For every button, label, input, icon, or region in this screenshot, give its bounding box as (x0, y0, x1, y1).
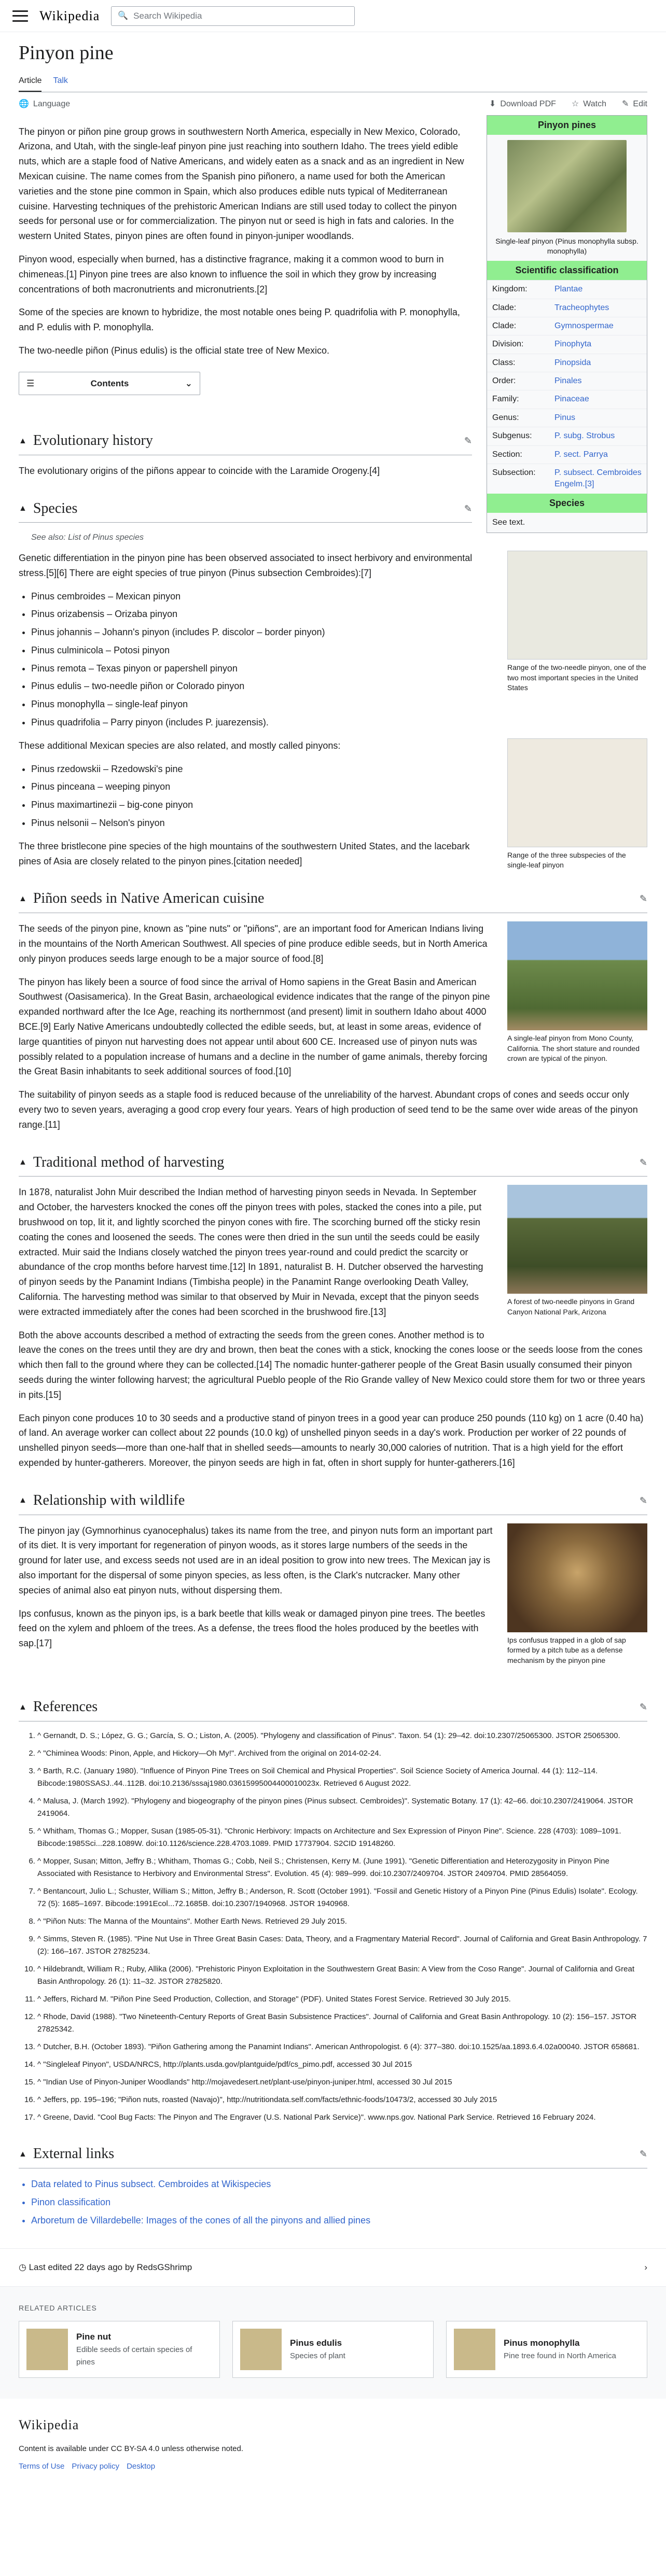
figure-caption: Range of the three subspecies of the single-leaf pinyon (507, 850, 626, 870)
chevron-up-icon: ▲ (19, 504, 27, 513)
language-button[interactable]: 🌐 Language (19, 97, 70, 111)
infobox-species-text: See text. (492, 518, 525, 527)
harvest-paragraph: In 1878, naturalist John Muir described the Indian method of harvesting pinyon seeds in Nevada. In September and October, the harvesters knocked the cones off the pinyon trees with poles, stacked the cones into a pile, put brushwood on top, lit it, and lightly scorched the pinyon cones with fire. The scorching burned off the sticky resin coating the cones and loosened the seeds. The cones were then dried in the sun until the seeds could be easily extracted. Muir said the Indians closely watched the pinyon trees year-round and could predict the scarcity or abundance of the crop months before harvest time.[12] In 1891, naturalist B. H. Dutcher observed the harvesting of pinyon seeds by the Panamint Indians (Timbisha people) in the Panamint Range overlooking Death Valley, California. The harvesting method was similar to that observed by Muir in Nevada, except that the pinyon seeds were extracted immediately after the cones had been scorched in the brushwood fire.[13] (19, 1187, 483, 1317)
pencil-icon[interactable]: ✎ (639, 1495, 647, 1506)
reference-item[interactable]: 9. ^ Simms, Steven R. (1985). "Pine Nut Use in Three Great Basin Cases: Data, Theory, and a Fragmentary Material Record". Journal of California and Great Basin Anthropology. 7 (2): 166–167. JSTOR 27825234. (37, 1933, 647, 1958)
license-text: Content is available under CC BY-SA 4.0 unless otherwise noted. (19, 2444, 244, 2454)
footer-link[interactable]: Privacy policy (72, 2462, 120, 2471)
chevron-up-icon: ▲ (19, 436, 27, 445)
footer-link[interactable]: Terms of Use (19, 2462, 65, 2471)
tree-photo[interactable] (507, 921, 647, 1030)
beetle-photo[interactable] (507, 1523, 647, 1632)
related-articles (0, 2287, 666, 2399)
footer-logo: Wikipedia (19, 2417, 79, 2432)
page-footer (0, 2399, 666, 2504)
harvest-paragraph: Each pinyon cone produces 10 to 30 seeds and a productive stand of pinyon trees in a good year can produce 250 pounds (110 kg) on 1 acre (0.40 ha) of land. An average worker can collect about 22 pounds (10.0 kg) of unshelled pinyon seeds in a day's work. Production per worker of 22 pounds of unshelled pinyon seeds—more than one-half that in shelled seeds—amounts to nearly 30,000 calories of nutrition. That is a high yield for the effort expended by hunter-gatherers. Moreover, the pinyon seeds are high in fat, often in short supply for hunter-gatherers.[16] (19, 1412, 644, 1468)
pencil-icon[interactable]: ✎ (464, 503, 472, 514)
history-icon: ◷ (19, 2262, 26, 2273)
infobox-row (487, 445, 647, 464)
infobox-row (487, 409, 647, 427)
page-title: Pinyon pine (19, 42, 114, 64)
infobox-key: Section: (492, 450, 522, 459)
section-heading-wildlife[interactable]: ▲ Relationship with wildlife ✎ (19, 1489, 647, 1515)
lead-paragraph: Some of the species are known to hybridize, the most notable ones being P. quadrifolia with P. monophylla, and P. edulis with P. monophylla. (19, 307, 460, 333)
range-map-image[interactable] (507, 551, 647, 660)
species-item[interactable]: • Pinus nelsonii – Nelson's pinyon (31, 816, 647, 831)
section-heading-external-links[interactable]: ▲ External links ✎ (19, 2143, 647, 2168)
native-paragraph: The seeds of the pinyon pine, known as "pine nuts" or "piñons", are an important food for American Indians living in the mountains of the North American Southwest. All species of pine produce edible seeds, but in North America only pinyon produces seeds large enough to be a major source of food.[8] (19, 923, 488, 964)
range-map-image[interactable] (507, 738, 647, 847)
contents-toggle[interactable] (19, 372, 200, 395)
download-icon: ⬇ (489, 99, 496, 108)
related-card-text (76, 2330, 212, 2369)
reference-item[interactable]: 5. ^ Whitham, Thomas G.; Mopper, Susan (1985-05-31). "Chronic Herbivory: Impacts on Architecture and Sex Expression of Pinyon Pine". Science. 228 (4703): 1089–1091. Bibcode:1985Sci...228.1089W. doi:10.1126/science.228.4703.1089. PMID 17737904. S2CID 19148260. (37, 1825, 647, 1850)
chevron-up-icon: ▲ (19, 1158, 27, 1167)
infobox-rows (487, 280, 647, 494)
species-item[interactable]: • Pinus remota – Texas pinyon or papershell pinyon (31, 661, 647, 676)
search-icon: 🔍 (118, 11, 129, 20)
species-item[interactable]: • Pinus johannis – Johann's pinyon (includes P. discolor – border pinyon) (31, 625, 647, 640)
figure-ips-confusus (507, 1523, 647, 1666)
related-card[interactable] (19, 2321, 220, 2378)
figure-caption: A single-leaf pinyon from Mono County, California. The short stature and rounded crown are typical of the pinyon. (507, 1034, 640, 1063)
reference-item[interactable]: 11. ^ Jeffers, Richard M. "Piñon Pine Seed Production, Collection, and Storage" (PDF). United States Forest Service. Retrieved 30 July 2015. (37, 1993, 647, 2006)
footer-link[interactable]: Desktop (127, 2462, 156, 2471)
search-input[interactable] (133, 11, 348, 21)
infobox-value[interactable]: P. sect. Parrya (554, 450, 608, 459)
infobox-value[interactable]: P. subsect. Cembroides Engelm.[3] (554, 468, 642, 489)
infobox-key: Clade: (492, 321, 517, 330)
infobox-caption: Single-leaf pinyon (Pinus monophylla subsp. monophylla) (495, 236, 639, 256)
footer-links (19, 2460, 647, 2473)
chevron-up-icon: ▲ (19, 2149, 27, 2159)
search-box[interactable] (111, 6, 355, 26)
infobox-value[interactable]: Pinaceae (554, 395, 589, 404)
external-link[interactable]: • Pinon classification (31, 2195, 647, 2210)
external-link[interactable]: • Arboretum de Villardebelle: Images of the cones of all the pinyons and allied pines (31, 2213, 647, 2228)
section-heading-native-cuisine[interactable]: ▲ Piñon seeds in Native American cuisine ✎ (19, 887, 647, 913)
native-paragraph: The pinyon has likely been a source of food since the arrival of Homo sapiens in the Great Basin and American Southwest (Oasisamerica). In the Great Basin, archaeological evidence indicates that the range of the pinyon pine expanded northward after the Ice Age, reaching its northernmost (and present) limit in southern Idaho about 4000 BCE.[9] Early Native Americans undoubtedly collected the edible seeds, but, at least in some areas, evidence of large quantities of pinyon nut harvesting does not appear until about 600 CE. Increased use of pinyon nuts was possibly related to a population increase of humans and a decline in the number of game animals, thereby forcing the Great Basin inhabitants to seek additional sources of food.[10] (19, 976, 490, 1077)
related-articles-title: RELATED ARTICLES (19, 2303, 97, 2312)
infobox-value[interactable]: P. subg. Strobus (554, 431, 615, 441)
reference-item[interactable]: 7. ^ Bentancourt, Julio L.; Schuster, William S.; Mitton, Jeffry B.; Anderson, R. Scott (October 1991). "Fossil and Genetic History of a Pinyon Pine (Pinus Edulis) Isolate". Ecology. 72 (5): 1685–1697. Bibcode:1991Ecol...72.1685B. doi:10.2307/1940968. JSTOR 1940968. (37, 1885, 647, 1910)
download-pdf-button[interactable]: ⬇ Download PDF (489, 97, 556, 111)
related-card-desc: Edible seeds of certain species of pines (76, 2345, 192, 2367)
infobox-title: Pinyon pines (487, 116, 647, 135)
infobox-value[interactable]: Pinales (554, 376, 582, 386)
language-icon: 🌐 (19, 99, 29, 108)
infobox-value[interactable]: Pinophyta (554, 340, 592, 349)
species-item[interactable]: • Pinus quadrifolia – Parry pinyon (includes P. juarezensis). (31, 715, 647, 730)
wildlife-paragraph: Ips confusus, known as the pinyon ips, is a bark beetle that kills weak or damaged pinyon pine trees. The beetles feed on the xylem and phloem of the trees. As a defense, the trees flood the holes produced by the beetles with sap.[17] (19, 1608, 485, 1649)
infobox-row (487, 280, 647, 298)
infobox-image[interactable] (507, 140, 627, 232)
lead-paragraph: The pinyon or piñon pine group grows in southwestern North America, especially in New Mexico, Colorado, Arizona, and Utah, with the single-leaf pinyon pine just reaching into southern Idaho. The trees yield edible nuts, which are a staple food of Native Americans, and widely eaten as a snack and as an ingredient in New Mexican cuisine. The name comes from the Spanish pino piñonero, a name used for both the American varieties and the stone pine common in Spain, which also produces edible nuts typical of Mediterranean cuisine. Harvesting techniques of the prehistoric American Indians are still used today to collect the pinyon seeds for personal use or for commercialization. The pinyon nut or seed is high in fats and calories. In the western United States, pinyon pines are often found in pinyon-juniper woodlands. (19, 126, 464, 242)
infobox-key: Class: (492, 358, 516, 367)
species-item[interactable]: • Pinus monophylla – single-leaf pinyon (31, 697, 647, 712)
contents-label: Contents (90, 378, 129, 388)
infobox-key: Family: (492, 395, 519, 404)
hatnote[interactable]: See also: List of Pinus species (31, 533, 144, 542)
figure-range-single-leaf (507, 738, 647, 871)
chevron-right-icon: › (644, 2262, 647, 2273)
figure-caption: A forest of two-needle pinyons in Grand Canyon National Park, Arizona (507, 1297, 635, 1316)
reference-item[interactable]: 17. ^ Greene, David. "Cool Bug Facts: The Pinyon and The Engraver (U.S. National Park Service)". www.nps.gov. National Park Service. Retrieved 16 February 2024. (37, 2111, 647, 2124)
external-link[interactable]: • Data related to Pinus subsect. Cembroides at Wikispecies (31, 2177, 647, 2192)
infobox-key: Order: (492, 376, 516, 386)
species-intro: Genetic differentiation in the pinyon pine has been observed associated to insect herbivory and environmental stress.[5][6] There are eight species of true pinyon (Pinus subsection Cembroides):[7] (19, 552, 473, 578)
pencil-icon: ✎ (622, 99, 629, 108)
infobox-value[interactable]: Gymnospermae (554, 321, 614, 330)
related-thumbnail (26, 2329, 68, 2370)
reference-item[interactable]: 6. ^ Mopper, Susan; Mitton, Jeffry B.; Whitham, Thomas G.; Cobb, Neil S.; Christensen, Kerry M. (June 1991). "Genetic Differentiation and Heterozygosity in Pinyon Pine Associated with Resistance to Herbivory and Environmental Stress". Evolution. 45 (4): 989–999. doi:10.2307/2409704. JSTOR 2409704. PMID 28564059. (37, 1855, 647, 1880)
chevron-down-icon: ⌄ (185, 378, 192, 388)
related-card[interactable] (446, 2321, 647, 2378)
top-bar (0, 0, 666, 32)
chevron-up-icon: ▲ (19, 894, 27, 904)
species-mid: These additional Mexican species are also related, and mostly called pinyons: (19, 740, 341, 751)
wikipedia-logo[interactable]: Wikipedia (39, 8, 100, 23)
figure-caption: Range of the two-needle pinyon, one of the two most important species in the United States (507, 663, 646, 692)
pencil-icon[interactable]: ✎ (464, 435, 472, 446)
reference-item[interactable]: 8. ^ "Piñon Nuts: The Manna of the Mountains". Mother Earth News. Retrieved 29 July 2015. (37, 1915, 647, 1928)
page-tabs (19, 71, 647, 92)
infobox-row (487, 372, 647, 390)
section-heading-evolution[interactable]: ▲ Evolutionary history ✎ (19, 429, 472, 455)
reference-item[interactable]: 4. ^ Malusa, J. (March 1992). "Phylogeny and biogeography of the pinyon pines (Pinus subsect. Cembroides)". Systematic Botany. 17 (1): 42–66. doi:10.2307/2419064. JSTOR 2419064. (37, 1795, 647, 1820)
reference-item[interactable]: 10. ^ Hildebrandt, William R.; Ruby, Allika (2006). "Prehistoric Pinyon Exploitation in the Southwestern Great Basin: A View from the Coso Range". Journal of California and Great Basin Anthropology. 26 (1): 11–32. JSTOR 27825820. (37, 1963, 647, 1988)
watch-button[interactable]: ☆ Watch (572, 97, 606, 111)
species-item[interactable]: • Pinus edulis – two-needle piñon or Colorado pinyon (31, 679, 647, 694)
reference-item[interactable]: 2. ^ "Chiminea Woods: Pinon, Apple, and Hickory—Oh My!". Archived from the original on 2014-02-24. (37, 1747, 647, 1760)
page-toolbar (19, 97, 647, 115)
infobox-species-header: Species (487, 494, 647, 513)
chevron-up-icon: ▲ (19, 1496, 27, 1505)
section-heading-harvesting[interactable]: ▲ Traditional method of harvesting ✎ (19, 1151, 647, 1177)
infobox-value[interactable]: Tracheophytes (554, 303, 609, 312)
related-cards (19, 2321, 647, 2378)
infobox-key: Clade: (492, 303, 517, 312)
species-outro: The three bristlecone pine species of the high mountains of the southwestern United States, and the lacebark pines of Asia are closely related to the pinyon pines.[citation needed] (19, 841, 470, 866)
related-card-text (504, 2336, 616, 2362)
infobox-row (487, 317, 647, 335)
infobox-key: Kingdom: (492, 285, 528, 294)
infobox-classification-header: Scientific classification (487, 261, 647, 280)
infobox-row (487, 464, 647, 494)
species-item[interactable]: • Pinus rzedowskii – Rzedowski's pine (31, 762, 647, 777)
reference-item[interactable]: 3. ^ Barth, R.C. (January 1980). "Influence of Pinyon Pine Trees on Soil Chemical and Physical Properties". Soil Science Society of America Journal. 44 (1): 112–114. Bibcode:1980SSASJ..44..112B. doi:10.2136/sssaj1980.03615995004400010023x. Retrieved 6 August 2022. (37, 1765, 647, 1790)
reference-item[interactable]: 12. ^ Rhode, David (1988). "Two Nineteenth-Century Reports of Great Basin Subsistence Practices". Journal of California and Great Basin Anthropology. 10 (2): 156–157. JSTOR 27825342. (37, 2011, 647, 2036)
figure-caption: Ips confusus trapped in a glob of sap formed by a pitch tube as a defense mechanism by the pinyon pine (507, 1635, 626, 1664)
pencil-icon[interactable]: ✎ (639, 1702, 647, 1713)
edit-button[interactable]: ✎ Edit (622, 97, 647, 111)
infobox-row (487, 299, 647, 317)
last-edited-bar[interactable] (0, 2248, 666, 2286)
infobox-row (487, 427, 647, 445)
infobox-key: Subsection: (492, 468, 536, 478)
list-icon: ☰ (26, 378, 35, 388)
chevron-up-icon: ▲ (19, 1702, 27, 1712)
reference-item[interactable]: 15. ^ "Indian Use of Pinyon-Juniper Woodlands" http://mojavedesert.net/plant-use/pinyon-juniper.html, accessed 30 Jul 2015 (37, 2076, 647, 2089)
menu-icon[interactable] (12, 10, 28, 22)
star-icon: ☆ (571, 99, 579, 108)
infobox-key: Subgenus: (492, 431, 532, 441)
reference-item[interactable]: 1. ^ Gernandt, D. S.; López, G. G.; García, S. O.; Liston, A. (2005). "Phylogeny and classification of Pinus". Taxon. 54 (1): 29–42. doi:10.2307/25065300. JSTOR 25065300. (37, 1730, 647, 1742)
infobox-row (487, 335, 647, 353)
related-card-text (290, 2336, 345, 2362)
figure-grand-canyon-forest (507, 1185, 647, 1317)
lead-paragraph: The two-needle piñon (Pinus edulis) is the official state tree of New Mexico. (19, 345, 329, 356)
evolution-text: The evolutionary origins of the piñons appear to coincide with the Laramide Orogeny.[4] (19, 465, 380, 476)
related-card-title: Pinus monophylla (504, 2338, 580, 2348)
reference-item[interactable]: 13. ^ Dutcher, B.H. (October 1893). "Piñon Gathering among the Panamint Indians". American Anthropologist. 6 (4): 377–380. doi:10.1525/aa.1893.6.4.02a00040. JSTOR 658681. (37, 2041, 647, 2053)
figure-single-leaf-tree (507, 921, 647, 1064)
last-edited-text: Last edited 22 days ago by RedsGShrimp (29, 2262, 192, 2273)
related-card-desc: Pine tree found in North America (504, 2351, 616, 2361)
forest-photo[interactable] (507, 1185, 647, 1294)
external-links-list (31, 2177, 647, 2228)
species-item[interactable]: • Pinus culminicola – Potosi pinyon (31, 643, 647, 658)
wildlife-paragraph: The pinyon jay (Gymnorhinus cyanocephalus) takes its name from the tree, and pinyon nuts form an important part of its diet. It is very important for regeneration of pinyon woods, as it stores large numbers of the seeds in the ground for later use, and excess seeds not used are in an ideal position to grow into new trees. The Mexican jay is also important for the dispersal of some pinyon species, as less often, is the Clark's nutcracker. Many other species of animal also eat pinyon nuts, without dispersing them. (19, 1525, 493, 1595)
related-thumbnail (454, 2329, 495, 2370)
section-heading-references[interactable]: ▲ References ✎ (19, 1696, 647, 1721)
pencil-icon[interactable]: ✎ (639, 893, 647, 904)
infobox-row (487, 354, 647, 372)
reference-item[interactable]: 16. ^ Jeffers, pp. 195–196; "Piñon nuts, roasted (Navajo)", http://nutritiondata.self.com/facts/ethnic-foods/10473/2, accessed 30 July 2015 (37, 2094, 647, 2106)
species-item[interactable]: • Pinus cembroides – Mexican pinyon (31, 589, 647, 604)
related-card-title: Pinus edulis (290, 2338, 342, 2348)
native-paragraph: The suitability of pinyon seeds as a staple food is reduced because of the unreliability of the harvest. Abundant crops of cones and seeds occur only every two to seven years, averaging a good crop every four years. Years of high production of seed tend to be the same over wide areas of the pinyon range.[11] (19, 1089, 638, 1130)
species-item[interactable]: • Pinus pinceana – weeping pinyon (31, 779, 647, 794)
reference-item[interactable]: 14. ^ "Singleleaf Pinyon", USDA/NRCS, http://plants.usda.gov/plantguide/pdf/cs_pimo.pdf, accessed 30 Jul 2015 (37, 2059, 647, 2071)
infobox-row (487, 390, 647, 408)
lead-paragraph: Pinyon wood, especially when burned, has a distinctive fragrance, making it a common wood to burn in chimeneas.[1] Pinyon pine trees are also known to influence the soil in which they grow by increasing concentrations of both macronutrients and micronutrients.[2] (19, 254, 444, 295)
infobox-key: Division: (492, 340, 524, 349)
infobox (487, 115, 647, 534)
related-thumbnail (240, 2329, 282, 2370)
tab-talk[interactable]: Talk (53, 76, 68, 86)
pencil-icon[interactable]: ✎ (639, 2149, 647, 2160)
infobox-key: Genus: (492, 413, 519, 422)
species-item[interactable]: • Pinus maximartinezii – big-cone pinyon (31, 797, 647, 813)
related-card-title: Pine nut (76, 2332, 112, 2342)
harvest-paragraph: Both the above accounts described a method of extracting the seeds from the green cones. Another method is to leave the cones on the trees until they are dry and brown, then beat the cones with a stick, knocking the cones loose or the seeds loose from the cones which then fall to the ground where they can be collected.[14] The nomadic hunter-gatherer people of the Great Basin usually consumed their pinyon seeds during the winter following harvest; the agricultural Pueblo people of the Rio Grande valley of New Mexico could store them for two or three years in pits.[15] (19, 1329, 645, 1400)
species-item[interactable]: • Pinus orizabensis – Orizaba pinyon (31, 607, 647, 622)
figure-range-two-needle (507, 551, 647, 693)
section-heading-species[interactable]: ▲ Species ✎ (19, 497, 472, 523)
infobox-value[interactable]: Pinus (554, 413, 576, 422)
pencil-icon[interactable]: ✎ (639, 1157, 647, 1168)
infobox-value[interactable]: Plantae (554, 285, 583, 294)
infobox-value[interactable]: Pinopsida (554, 358, 591, 367)
reference-list (37, 1730, 647, 2124)
tab-article[interactable]: Article (19, 71, 41, 92)
related-card[interactable] (232, 2321, 434, 2378)
related-card-desc: Species of plant (290, 2351, 345, 2361)
